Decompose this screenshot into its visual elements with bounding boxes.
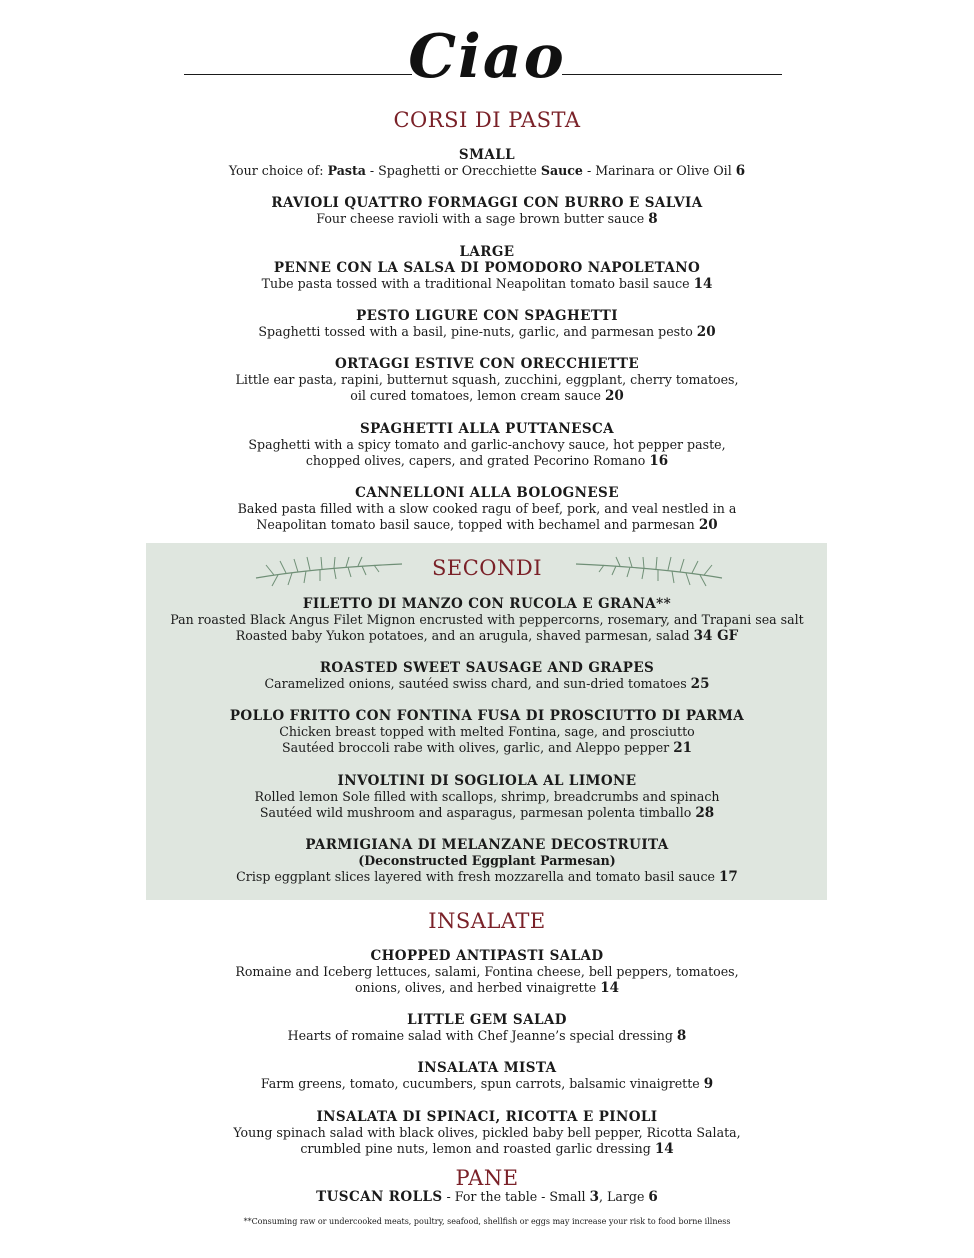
- dish-title: INSALATA DI SPINACI, RICOTTA E PINOLI: [316, 1109, 658, 1125]
- small-label: SMALL: [458, 147, 516, 163]
- dish-description: Baked pasta filled with a slow cooked ragu of beef, pork, and veal nestled in a: [237, 501, 737, 516]
- dish-description: Four cheese ravioli with a sage brown butter sauce 8: [316, 211, 658, 227]
- price: 6: [735, 163, 746, 179]
- large-label: LARGE: [459, 244, 515, 260]
- price: 16: [649, 453, 669, 469]
- dish-title: SPAGHETTI ALLA PUTTANESCA: [359, 421, 615, 437]
- dish-description: Neapolitan tomato basil sauce, topped with bechamel and parmesan 20: [256, 517, 718, 533]
- dish-title: PARMIGIANA DI MELANZANE DECOSTRUITA: [305, 837, 669, 853]
- dish-description: Crisp eggplant slices layered with fresh mozzarella and tomato basil sauce 17: [236, 869, 738, 885]
- dish-title: PENNE CON LA SALSA DI POMODORO NAPOLETANO: [273, 260, 701, 276]
- dish-title: ROASTED SWEET SAUSAGE AND GRAPES: [319, 660, 655, 676]
- dish-title: CANNELLONI ALLA BOLOGNESE: [355, 485, 619, 501]
- bread-line: TUSCAN ROLLS - For the table - Small 3, Large 6: [316, 1189, 658, 1205]
- price: 6: [648, 1189, 658, 1205]
- price: 14: [654, 1141, 674, 1157]
- price: 20: [696, 324, 716, 340]
- section-heading-pasta: CORSI DI PASTA: [393, 108, 581, 132]
- dish-title: CHOPPED ANTIPASTI SALAD: [370, 948, 604, 964]
- dish-description: Chicken breast topped with melted Fontina, sage, and prosciutto: [279, 724, 695, 739]
- dish-description: onions, olives, and herbed vinaigrette 14: [354, 980, 620, 996]
- dish-description: chopped olives, capers, and grated Pecorino Romano 16: [305, 453, 669, 469]
- section-heading-insalate: INSALATE: [428, 909, 546, 933]
- dish-description: Young spinach salad with black olives, pickled baby bell pepper, Ricotta Salata,: [233, 1125, 741, 1140]
- dish-description: Hearts of romaine salad with Chef Jeanne’s special dressing 8: [287, 1028, 687, 1044]
- price: 8: [648, 211, 658, 227]
- price: 17: [719, 869, 738, 885]
- price: 20: [604, 388, 624, 404]
- price: 20: [698, 517, 718, 533]
- price: 8: [676, 1028, 687, 1044]
- section-heading-pane: PANE: [455, 1166, 519, 1190]
- price: 25: [690, 676, 710, 692]
- dish-title: LITTLE GEM SALAD: [407, 1012, 567, 1028]
- price: 28: [695, 805, 715, 821]
- dish-description: Sautéed wild mushroom and asparagus, parmesan polenta timballo 28: [259, 805, 715, 821]
- dish-description: Romaine and Iceberg lettuces, salami, Fontina cheese, bell peppers, tomatoes,: [235, 964, 739, 979]
- dish-description: Tube pasta tossed with a traditional Neapolitan tomato basil sauce 14: [261, 276, 713, 292]
- dish-title: RAVIOLI QUATTRO FORMAGGI CON BURRO E SALVIA: [271, 195, 703, 211]
- price: 21: [673, 740, 692, 756]
- section-heading-secondi: SECONDI: [431, 556, 542, 580]
- price: 14: [693, 276, 713, 292]
- footnote: **Consuming raw or undercooked meats, poultry, seafood, shellfish or eggs may increase your risk to food borne illness: [243, 1217, 731, 1226]
- dish-description: Pan roasted Black Angus Filet Mignon encrusted with peppercorns, rosemary, and Trapani sea salt: [170, 612, 804, 627]
- price: 9: [703, 1076, 714, 1092]
- dish-description: Sautéed broccoli rabe with olives, garlic, and Aleppo pepper 21: [282, 740, 692, 756]
- dish-description: Caramelized onions, sautéed swiss chard, and sun-dried tomatoes 25: [264, 676, 710, 692]
- dish-subtitle: (Deconstructed Eggplant Parmesan): [358, 853, 616, 868]
- dish-title: PESTO LIGURE CON SPAGHETTI: [356, 308, 618, 324]
- dish-description: crumbled pine nuts, lemon and roasted garlic dressing 14: [300, 1141, 674, 1157]
- dish-description: Little ear pasta, rapini, butternut squash, zucchini, eggplant, cherry tomatoes,: [235, 372, 739, 387]
- dish-title: FILETTO DI MANZO CON RUCOLA E GRANA**: [302, 596, 672, 612]
- dish-title: POLLO FRITTO CON FONTINA FUSA DI PROSCIUTTO DI PARMA: [229, 708, 745, 724]
- dish-description: Roasted baby Yukon potatoes, and an arugula, shaved parmesan, salad 34 GF: [235, 628, 739, 644]
- small-description: Your choice of: Pasta - Spaghetti or Orecchiette Sauce - Marinara or Olive Oil 6: [228, 163, 746, 179]
- price: 34 GF: [693, 628, 739, 644]
- dish-description: Spaghetti with a spicy tomato and garlic-anchovy sauce, hot pepper paste,: [248, 437, 726, 452]
- dish-description: Spaghetti tossed with a basil, pine-nuts, garlic, and parmesan pesto 20: [258, 324, 716, 340]
- price: 3: [589, 1189, 599, 1205]
- dish-title: INSALATA MISTA: [417, 1060, 557, 1076]
- price: 14: [600, 980, 620, 996]
- dish-description: Farm greens, tomato, cucumbers, spun carrots, balsamic vinaigrette 9: [260, 1076, 714, 1092]
- dish-title: TUSCAN ROLLS: [316, 1189, 443, 1205]
- dish-description: oil cured tomatoes, lemon cream sauce 20: [350, 388, 624, 404]
- dish-title: INVOLTINI DI SOGLIOLA AL LIMONE: [337, 773, 637, 789]
- dish-description: Rolled lemon Sole filled with scallops, shrimp, breadcrumbs and spinach: [254, 789, 720, 804]
- restaurant-logo: Ciao: [408, 22, 566, 92]
- dish-title: ORTAGGI ESTIVE CON ORECCHIETTE: [334, 356, 640, 372]
